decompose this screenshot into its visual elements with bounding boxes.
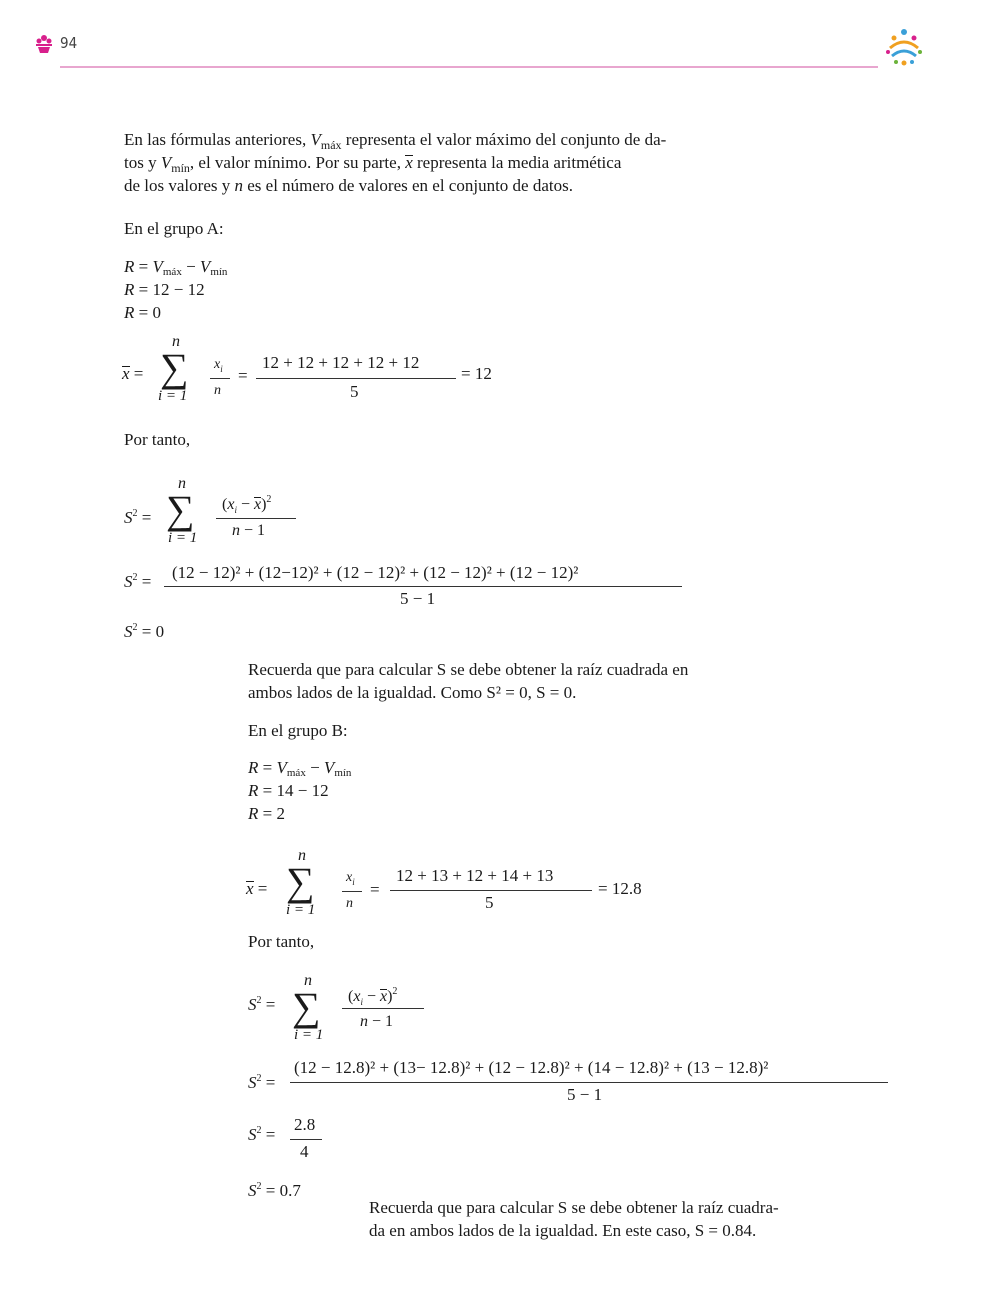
page-number: 94 — [60, 34, 78, 52]
group-a-note-line-2: ambos lados de la igualdad. Como S² = 0, S = 0. — [248, 683, 577, 702]
group-b-variance-result: $S^2 = 0.7$ — [248, 1181, 301, 1200]
intro-line-2: tos y $V_{mín}$, el valor mínimo. Por su parte, x representa la media aritmética — [124, 153, 622, 175]
header-rule — [60, 66, 878, 68]
group-b-note-line-1: Recuerda que para calcular S se debe obtener la raíz cuadra- — [369, 1198, 779, 1217]
group-a-heading: En el grupo A: — [124, 219, 224, 238]
dotted-figures-logo-icon — [882, 26, 926, 68]
group-a-therefore: Por tanto, — [124, 430, 191, 449]
group-a-range-def: $R = V_{máx} - V_{mín}$ — [124, 257, 228, 278]
group-b-note-line-2: da en ambos lados de la igualdad. En este caso, S = 0.84. — [369, 1221, 757, 1240]
group-b-range-result: R = 2 — [248, 804, 285, 823]
group-a-variance-result: $S^2 = 0$ — [124, 622, 165, 641]
group-b-range-calc: R = 14 − 12 — [248, 781, 329, 800]
group-b-therefore: Por tanto, — [248, 932, 315, 951]
group-a-note-line-1: Recuerda que para calcular S se debe obtener la raíz cuadrada en — [248, 660, 689, 679]
intro-line-1: En las fórmulas anteriores, $V_{máx}$ representa el valor máximo del conjunto de da- — [124, 130, 667, 152]
group-a-range-result: R = 0 — [124, 303, 161, 322]
group-b-heading: En el grupo B: — [248, 721, 348, 740]
flower-ornament-icon — [33, 33, 55, 55]
group-a-range-calc: R = 12 − 12 — [124, 280, 205, 299]
group-b-range-def: $R = V_{máx} - V_{mín}$ — [248, 758, 352, 779]
intro-line-3: de los valores y n es el número de valores en el conjunto de datos. — [124, 176, 573, 195]
